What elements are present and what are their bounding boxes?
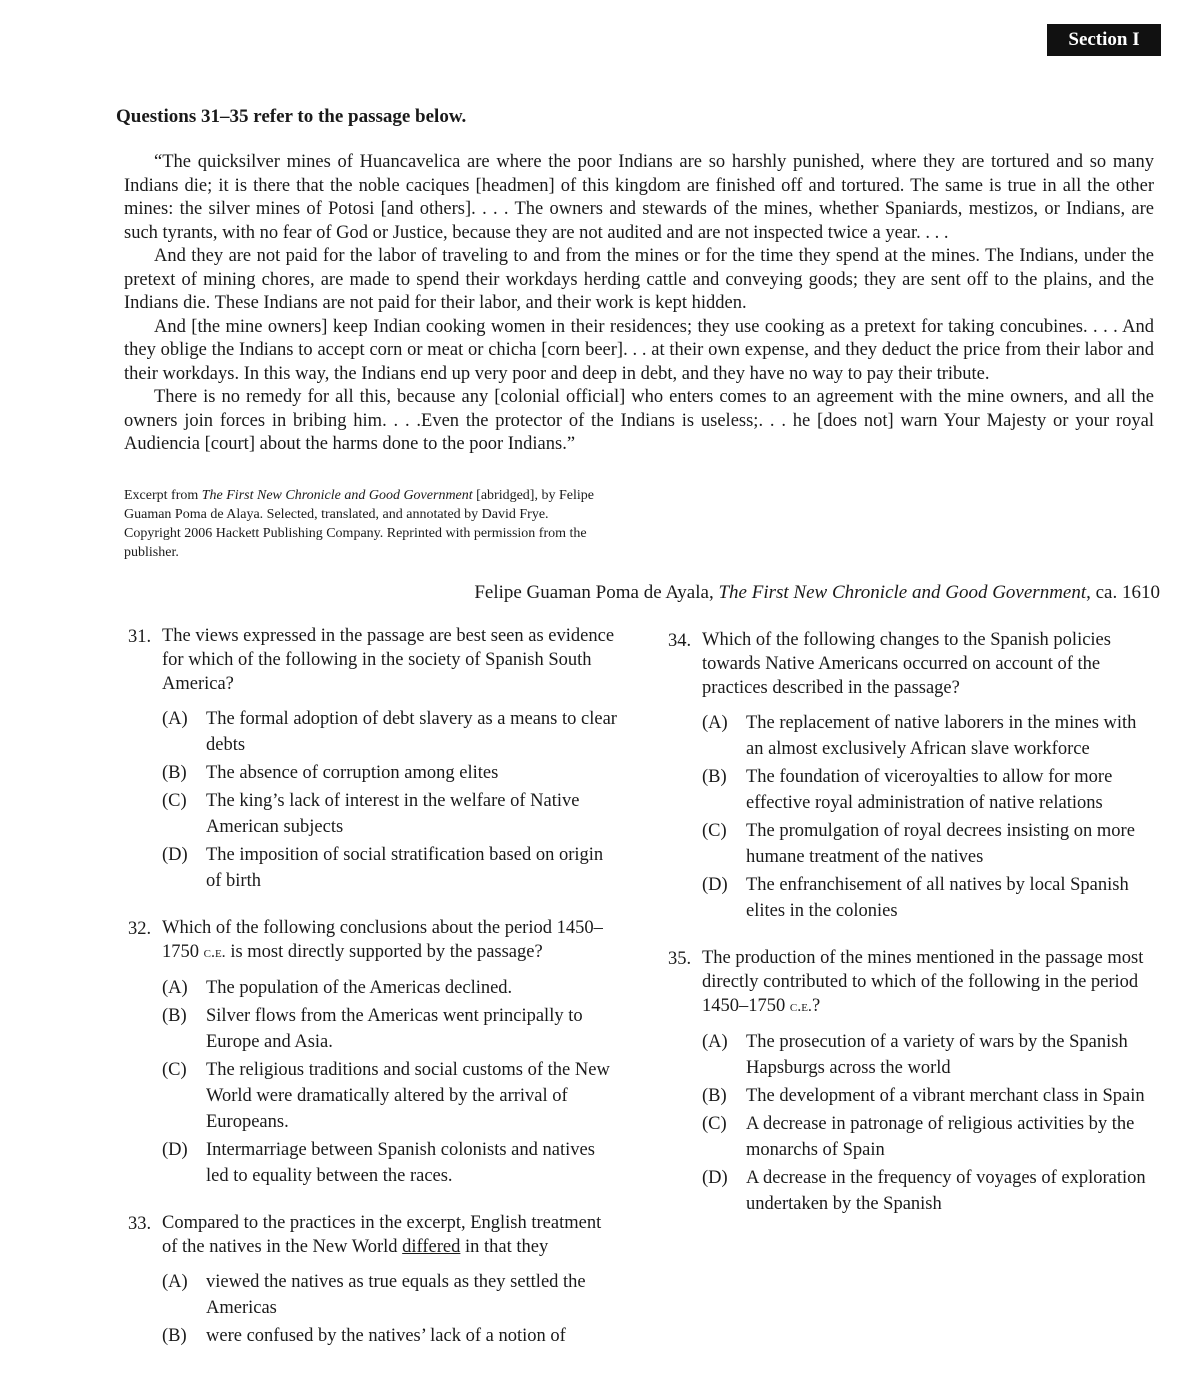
choice-letter: (D) [162, 1140, 188, 1160]
choice-text: The religious traditions and social customs of the New World were dramatically altered by the arrival of Europeans. [206, 1060, 610, 1132]
choice-letter: (C) [702, 1114, 727, 1134]
stem-text: Which of the following conclusions about the period 1450–1750 [162, 918, 603, 962]
choice-text: The absence of corruption among elites [206, 763, 499, 783]
choice-letter: (D) [702, 875, 728, 895]
choice-letter: (C) [162, 791, 187, 811]
answer-choice[interactable] [702, 1029, 1158, 1081]
answer-choice[interactable] [162, 975, 618, 1001]
answer-choice[interactable] [162, 1057, 618, 1135]
answer-choice[interactable] [162, 788, 618, 840]
choice-letter: (A) [702, 1032, 728, 1052]
choice-text: Silver flows from the Americas went principally to Europe and Asia. [206, 1006, 583, 1052]
passage-paragraph: “The quicksilver mines of Huancavelica are where the poor Indians are so harshly punished, where they are tortured and so many Indians die; it is there that the noble caciques [headmen] of this kingdom are finished off and tortured. The same is true in all the other mines: the silver mines of Potosi [and others]. . . . The owners and stewards of the mines, whether Spaniards, mestizos, or Indians, are such tyrants, with no fear of God or Justice, because they are not audited and are not inspected twice a year. . . . [124, 152, 1154, 243]
choice-letter: (D) [702, 1168, 728, 1188]
stem-text: ? [811, 996, 821, 1016]
question-stem [162, 1211, 618, 1259]
answer-choice[interactable] [162, 842, 618, 894]
choice-text: viewed the natives as true equals as they settled the Americas [206, 1272, 586, 1318]
era-label: c.e. [203, 944, 226, 961]
answer-choice[interactable] [702, 1083, 1158, 1109]
question-number: 32. [128, 919, 152, 939]
answer-choice[interactable] [162, 760, 618, 786]
stem-text: Compared to the practices in the excerpt, English treatment of the natives in the New World [162, 1213, 602, 1257]
choice-letter: (C) [162, 1060, 187, 1080]
attribution-author: Felipe Guaman Poma de Ayala, [474, 582, 719, 603]
question-34 [668, 628, 1158, 924]
choice-letter: (A) [162, 1272, 188, 1292]
source-passage [124, 151, 1154, 457]
underlined-word: differed [402, 1237, 461, 1257]
answer-choice[interactable] [702, 1165, 1158, 1217]
choice-letter: (D) [162, 845, 188, 865]
question-31 [128, 624, 618, 894]
attribution-title: The First New Chronicle and Good Government [718, 582, 1087, 603]
choice-text: The imposition of social stratification based on origin of birth [206, 845, 604, 891]
question-35 [668, 946, 1158, 1217]
answer-choice[interactable] [162, 1137, 618, 1189]
passage-paragraph: And [the mine owners] keep Indian cooking women in their residences; they use cooking as a pretext for taking concubines. . . . And they oblige the Indians to accept corn or meat or chicha [corn beer]. . . at their own expense, and they deduct the price from their labor and their workdays. In this way, the Indians end up very poor and deep in debt, and they have no way to pay their tribute. [124, 316, 1154, 384]
question-stem: Which of the following changes to the Spanish policies towards Native Americans occurred on account of the practices described in the passage? [702, 630, 1111, 698]
choice-text: The prosecution of a variety of wars by the Spanish Hapsburgs across the world [746, 1032, 1128, 1078]
question-number: 31. [128, 627, 152, 647]
choice-text: The king’s lack of interest in the welfare of Native American subjects [206, 791, 580, 837]
choice-letter: (A) [702, 713, 728, 733]
credit-prefix: Excerpt from [124, 488, 202, 503]
stem-text: in that they [460, 1237, 549, 1257]
credit-title: The First New Chronicle and Good Government [201, 488, 473, 503]
attribution-date: , ca. 1610 [1086, 582, 1160, 603]
answer-choice[interactable] [162, 1003, 618, 1055]
answer-choice[interactable] [702, 872, 1158, 924]
choice-text: The population of the Americas declined. [206, 978, 513, 998]
answer-choice[interactable] [702, 710, 1158, 762]
era-label: c.e. [789, 998, 812, 1015]
passage-paragraph: And they are not paid for the labor of traveling to and from the mines or for the time they spend at the mines. The Indians, under the pretext of mining chores, are made to spend their workdays herding cattle and conveying goods; they are sent off to the plains, and the Indians die. These Indians are not paid for their labor, and their work is kept hidden. [124, 246, 1154, 313]
left-question-column [128, 624, 618, 1351]
choice-text: were confused by the natives’ lack of a notion of [206, 1326, 566, 1346]
choice-letter: (B) [162, 1326, 187, 1346]
choice-letter: (C) [702, 821, 727, 841]
choice-letter: (A) [162, 709, 188, 729]
question-stem [162, 916, 618, 965]
question-number: 35. [668, 949, 692, 969]
copyright-credit [124, 486, 594, 562]
credit-suffix: [abridged], by Felipe Guaman Poma de Alaya. Selected, translated, and annotated by David Frye. Copyright 2006 Hackett Publishing Company. Reprinted with permission from the publisher. [124, 488, 594, 560]
choice-text: The promulgation of royal decrees insisting on more humane treatment of the natives [746, 821, 1135, 867]
source-attribution [474, 582, 1160, 604]
choice-text: A decrease in patronage of religious activities by the monarchs of Spain [746, 1114, 1135, 1160]
questions-intro: Questions 31–35 refer to the passage below. [116, 106, 467, 127]
question-33 [128, 1211, 618, 1349]
section-badge: Section I [1047, 24, 1161, 56]
choice-letter: (B) [162, 1006, 187, 1026]
answer-choice[interactable] [162, 1323, 618, 1349]
choice-letter: (B) [702, 1086, 727, 1106]
stem-text: is most directly supported by the passage? [225, 942, 543, 962]
answer-choice[interactable] [702, 818, 1158, 870]
choice-text: The enfranchisement of all natives by local Spanish elites in the colonies [746, 875, 1129, 921]
question-stem [702, 946, 1158, 1019]
right-question-column [668, 628, 1158, 1219]
answer-choice[interactable] [162, 706, 618, 758]
question-number: 34. [668, 631, 692, 651]
question-32 [128, 916, 618, 1189]
question-number: 33. [128, 1214, 152, 1234]
choice-letter: (B) [162, 763, 187, 783]
passage-paragraph: There is no remedy for all this, because any [colonial official] who enters comes to an agreement with the mine owners, and all the owners join forces in bribing him. . . .Even the protector of the Indians is useless;. . . he [does not] warn Your Majesty or your royal Audiencia [court] about the harms done to the poor Indians.” [124, 387, 1154, 454]
choice-text: The development of a vibrant merchant class in Spain [746, 1086, 1145, 1106]
choice-letter: (B) [702, 767, 727, 787]
answer-choice[interactable] [702, 764, 1158, 816]
choice-text: A decrease in the frequency of voyages of exploration undertaken by the Spanish [746, 1168, 1146, 1214]
choice-text: The foundation of viceroyalties to allow for more effective royal administration of native relations [746, 767, 1113, 813]
choice-text: The replacement of native laborers in the mines with an almost exclusively African slave workforce [746, 713, 1137, 759]
stem-text: The production of the mines mentioned in the passage most directly contributed to which of the following in the period 1450–1750 [702, 948, 1144, 1016]
choice-text: The formal adoption of debt slavery as a means to clear debts [206, 709, 617, 755]
answer-choice[interactable] [702, 1111, 1158, 1163]
choice-letter: (A) [162, 978, 188, 998]
question-stem: The views expressed in the passage are best seen as evidence for which of the following in the society of Spanish South America? [162, 626, 615, 694]
choice-text: Intermarriage between Spanish colonists and natives led to equality between the races. [206, 1140, 595, 1186]
answer-choice[interactable] [162, 1269, 618, 1321]
